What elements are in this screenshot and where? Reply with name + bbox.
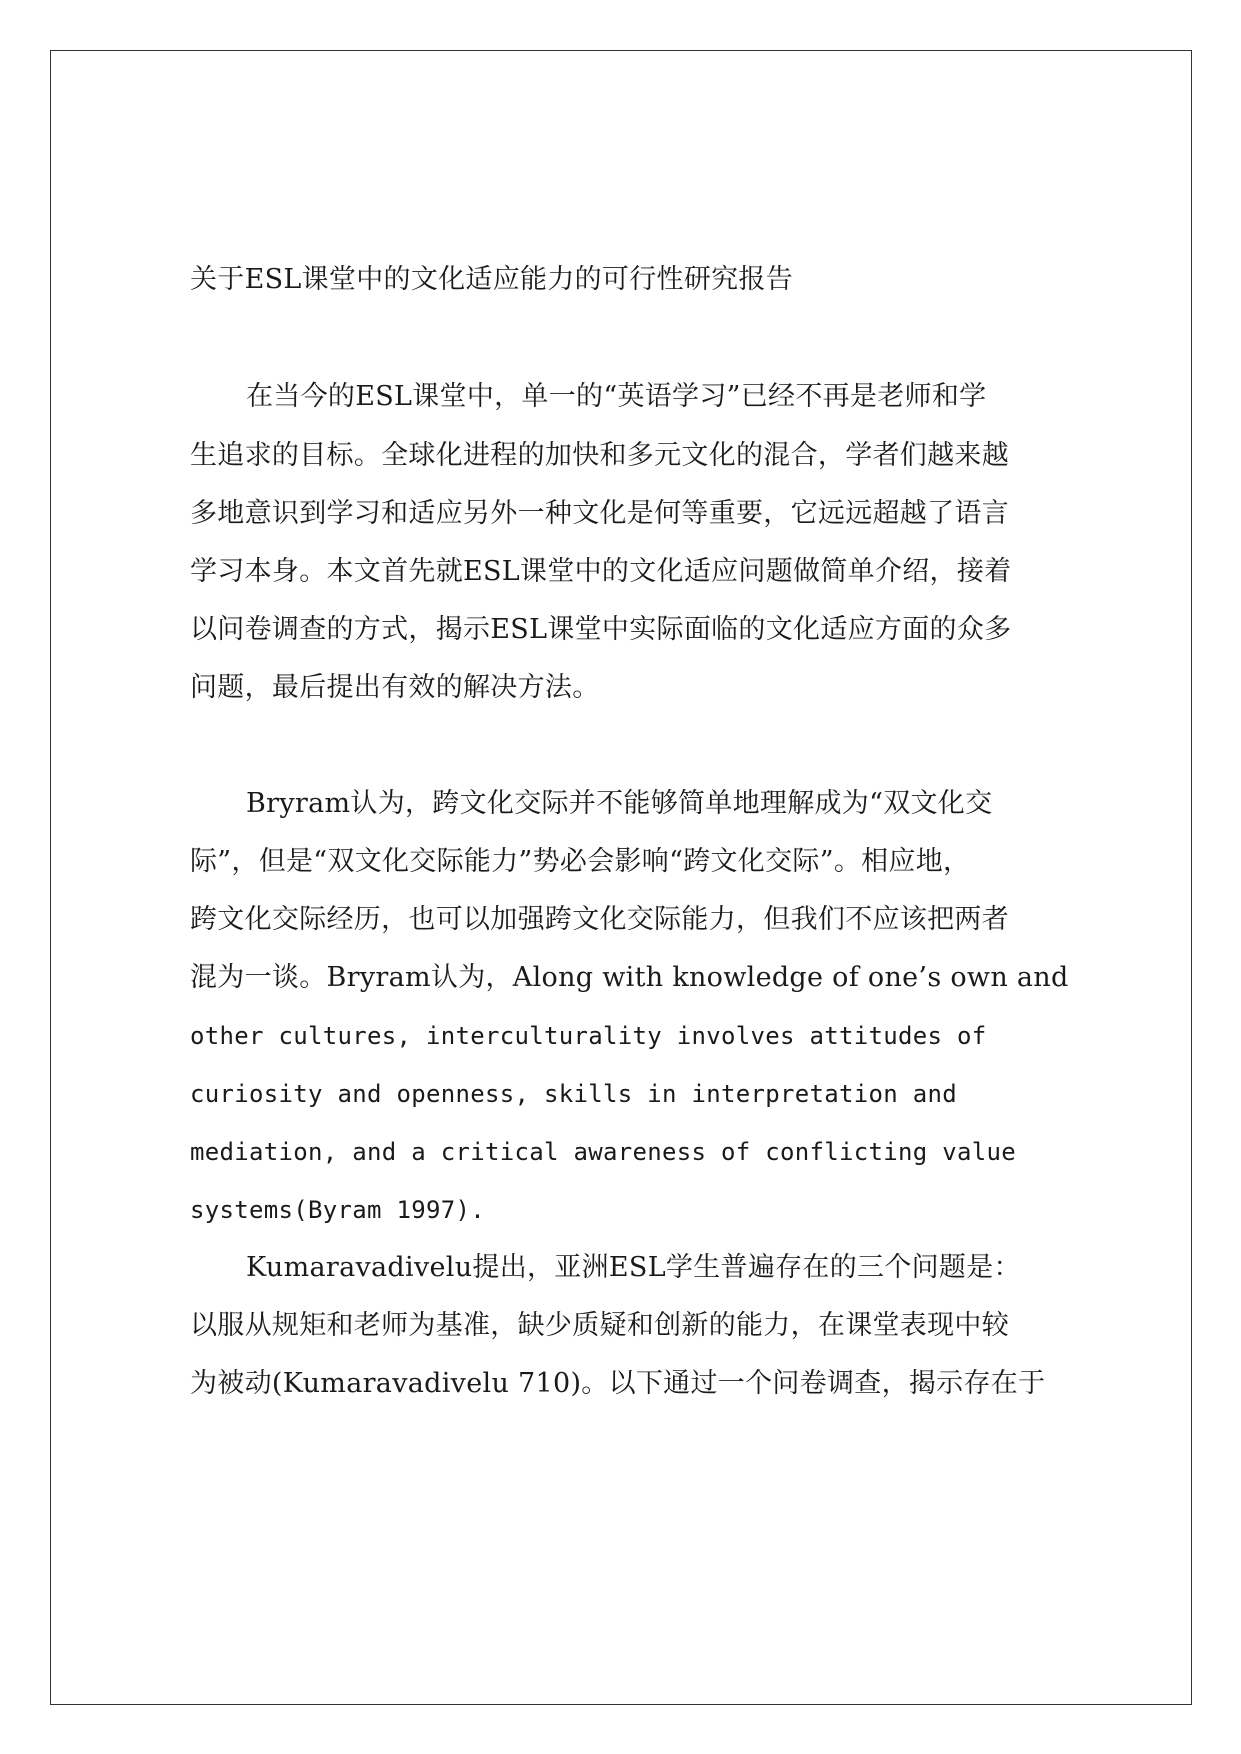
paragraph-line: 混为一谈。Bryram认为，Along with knowledge of one’s own and — [190, 962, 1069, 993]
paragraph-line: 际”，但是“双文化交际能力”势必会影响“跨文化交际”。相应地， — [190, 846, 971, 877]
paragraph-line: curiosity and openness, skills in interpretation and — [190, 1080, 957, 1108]
paragraph-line: 多地意识到学习和适应另外一种文化是何等重要，它远远超越了语言 — [190, 498, 1009, 529]
document-title: 关于ESL课堂中的文化适应能力的可行性研究报告 — [190, 264, 794, 295]
paragraph-line: mediation, and a critical awareness of conflicting value — [190, 1138, 1016, 1166]
paragraph-line: 跨文化交际经历，也可以加强跨文化交际能力，但我们不应该把两者 — [190, 904, 1009, 935]
paragraph-line: 以服从规矩和老师为基准，缺少质疑和创新的能力，在课堂表现中较 — [190, 1310, 1009, 1341]
paragraph-line: Kumaravadivelu提出，亚洲ESL学生普遍存在的三个问题是： — [246, 1252, 1021, 1283]
paragraph-line: 问题，最后提出有效的解决方法。 — [190, 672, 600, 703]
paragraph-line: 以问卷调查的方式，揭示ESL课堂中实际面临的文化适应方面的众多 — [190, 614, 1012, 645]
paragraph-line: 在当今的ESL课堂中，单一的“英语学习”已经不再是老师和学 — [246, 381, 987, 412]
paragraph-line: other cultures, interculturality involves attitudes of — [190, 1022, 987, 1050]
paragraph-line: 学习本身。本文首先就ESL课堂中的文化适应问题做简单介绍，接着 — [190, 556, 1012, 587]
paragraph-line: 为被动(Kumaravadivelu 710)。以下通过一个问卷调查，揭示存在于 — [190, 1368, 1046, 1399]
paragraph-line: Bryram认为，跨文化交际并不能够简单地理解成为“双文化交 — [246, 788, 993, 819]
paragraph-line: 生追求的目标。全球化进程的加快和多元文化的混合，学者们越来越 — [190, 440, 1009, 471]
paragraph-line: systems(Byram 1997). — [190, 1196, 485, 1224]
